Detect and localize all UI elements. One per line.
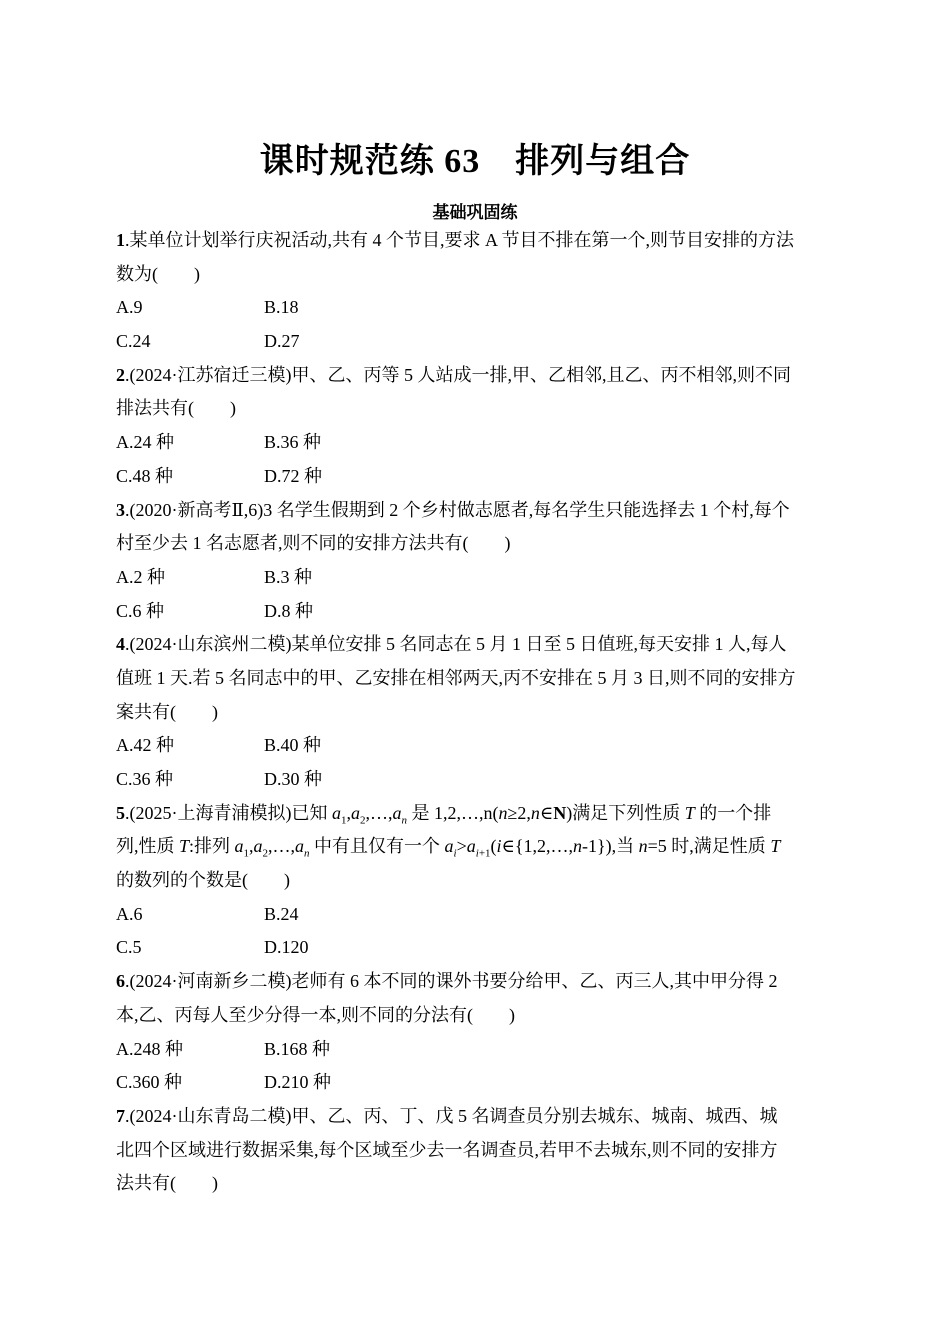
answer-option: B.36 种 bbox=[264, 432, 322, 453]
answer-option: A.9 bbox=[116, 297, 143, 318]
options-row bbox=[116, 763, 836, 797]
question-text-line bbox=[116, 392, 836, 426]
question-text: .某单位计划举行庆祝活动,共有 4 个节目,要求 A 节目不排在第一个,则节目安排的方法 bbox=[125, 230, 795, 250]
options-row bbox=[116, 325, 836, 359]
question-number: 1 bbox=[116, 230, 125, 250]
question-list bbox=[116, 224, 836, 1201]
question-text: 值班 1 天.若 5 名同志中的甲、乙安排在相邻两天,丙不安排在 5 月 3 日,则不同的安排方 bbox=[116, 667, 796, 688]
question-text-line bbox=[116, 830, 836, 864]
options-row bbox=[116, 1066, 836, 1100]
answer-option: C.36 种 bbox=[116, 769, 174, 789]
question-text-line bbox=[116, 864, 836, 898]
answer-option: A.42 种 bbox=[116, 735, 174, 756]
question-text: 列,性质 T:排列 $a_1,a_2,\dots,a_n$ 中有且仅有一个 $a_i>a_{i+1}(i\in\{1,2,\dots,n-1\})$,当 n=5 时,满足性质 T bbox=[116, 836, 781, 860]
question-text: .(2024·江苏宿迁三模)甲、乙、丙等 5 人站成一排,甲、乙相邻,且乙、丙不相邻,则不同 bbox=[125, 364, 791, 385]
question-text-line bbox=[116, 797, 836, 831]
answer-option: B.24 bbox=[264, 903, 299, 924]
question-text-line bbox=[116, 224, 836, 258]
question-text: 本,乙、丙每人至少分得一本,则不同的分法有( ) bbox=[116, 1004, 515, 1025]
question-text: .(2024·河南新乡二模)老师有 6 本不同的课外书要分给甲、乙、丙三人,其中甲分得 2 bbox=[125, 971, 778, 992]
question-number: 3 bbox=[116, 499, 125, 520]
question-text: 数为( ) bbox=[116, 263, 200, 284]
answer-option: D.210 种 bbox=[264, 1072, 331, 1093]
question-text-line bbox=[116, 662, 836, 696]
question-text: 村至少去 1 名志愿者,则不同的安排方法共有( ) bbox=[116, 533, 511, 554]
question-number: 4 bbox=[116, 634, 125, 655]
question-text: 案共有( ) bbox=[116, 701, 218, 722]
question-2 bbox=[116, 359, 836, 494]
question-text-line bbox=[116, 965, 836, 999]
question-text: .(2025·上海青浦模拟)已知 $a_1,a_2,\dots,a_n$ 是 1,2,…,n(n≥2,n∈N)满足下列性质 T 的一个排 bbox=[125, 802, 772, 827]
answer-option: C.5 bbox=[116, 937, 142, 958]
answer-option: D.72 种 bbox=[264, 465, 322, 486]
options-row bbox=[116, 291, 836, 325]
options-row bbox=[116, 729, 836, 763]
answer-option: D.8 种 bbox=[264, 600, 313, 621]
question-5 bbox=[116, 797, 836, 965]
answer-option: C.6 种 bbox=[116, 600, 165, 621]
answer-option: C.24 bbox=[116, 331, 151, 352]
answer-option: C.360 种 bbox=[116, 1072, 183, 1093]
question-text-line bbox=[116, 527, 836, 561]
question-text: 的数列的个数是( ) bbox=[116, 870, 290, 891]
question-number: 2 bbox=[116, 364, 125, 385]
question-text-line bbox=[116, 999, 836, 1033]
question-1 bbox=[116, 224, 836, 359]
options-row bbox=[116, 561, 836, 595]
question-text: 法共有( ) bbox=[116, 1173, 218, 1194]
question-number: 6 bbox=[116, 971, 125, 992]
options-row bbox=[116, 460, 836, 494]
question-number: 7 bbox=[116, 1105, 125, 1126]
answer-option: A.24 种 bbox=[116, 432, 174, 453]
question-text-line bbox=[116, 359, 836, 393]
section-heading: 基础巩固练 bbox=[432, 203, 518, 223]
options-row bbox=[116, 898, 836, 932]
answer-option: B.3 种 bbox=[264, 566, 313, 587]
question-4 bbox=[116, 628, 836, 796]
answer-option: A.2 种 bbox=[116, 566, 165, 587]
answer-option: B.168 种 bbox=[264, 1038, 331, 1059]
answer-option: D.27 bbox=[264, 331, 300, 352]
question-text-line bbox=[116, 628, 836, 662]
answer-option: A.6 bbox=[116, 903, 143, 924]
answer-option: D.30 种 bbox=[264, 769, 322, 789]
answer-option: C.48 种 bbox=[116, 465, 174, 486]
question-text: 北四个区域进行数据采集,每个区域至少去一名调查员,若甲不去城东,则不同的安排方 bbox=[116, 1139, 778, 1160]
question-text-line bbox=[116, 1134, 836, 1168]
answer-option: D.120 bbox=[264, 937, 309, 958]
question-text-line bbox=[116, 494, 836, 528]
question-text: .(2020·新高考Ⅱ,6)3 名学生假期到 2 个乡村做志愿者,每名学生只能选择去 1 个村,每个 bbox=[125, 499, 790, 520]
question-3 bbox=[116, 494, 836, 629]
question-text: .(2024·山东青岛二模)甲、乙、丙、丁、戊 5 名调查员分别去城东、城南、城西、城 bbox=[125, 1105, 778, 1126]
answer-option: B.18 bbox=[264, 297, 299, 318]
options-row bbox=[116, 426, 836, 460]
question-text-line bbox=[116, 1100, 836, 1134]
question-7 bbox=[116, 1100, 836, 1201]
question-text: .(2024·山东滨州二模)某单位安排 5 名同志在 5 月 1 日至 5 日值班,每天安排 1 人,每人 bbox=[125, 634, 787, 655]
page-title: 课时规范练 63 排列与组合 bbox=[259, 143, 691, 180]
question-number: 5 bbox=[116, 802, 125, 823]
answer-option: B.40 种 bbox=[264, 735, 322, 756]
question-text-line bbox=[116, 1167, 836, 1201]
options-row bbox=[116, 1033, 836, 1067]
question-6 bbox=[116, 965, 836, 1100]
options-row bbox=[116, 595, 836, 629]
question-text-line bbox=[116, 696, 836, 730]
question-text-line bbox=[116, 258, 836, 292]
question-text: 排法共有( ) bbox=[116, 398, 236, 419]
answer-option: A.248 种 bbox=[116, 1038, 183, 1059]
options-row bbox=[116, 931, 836, 965]
